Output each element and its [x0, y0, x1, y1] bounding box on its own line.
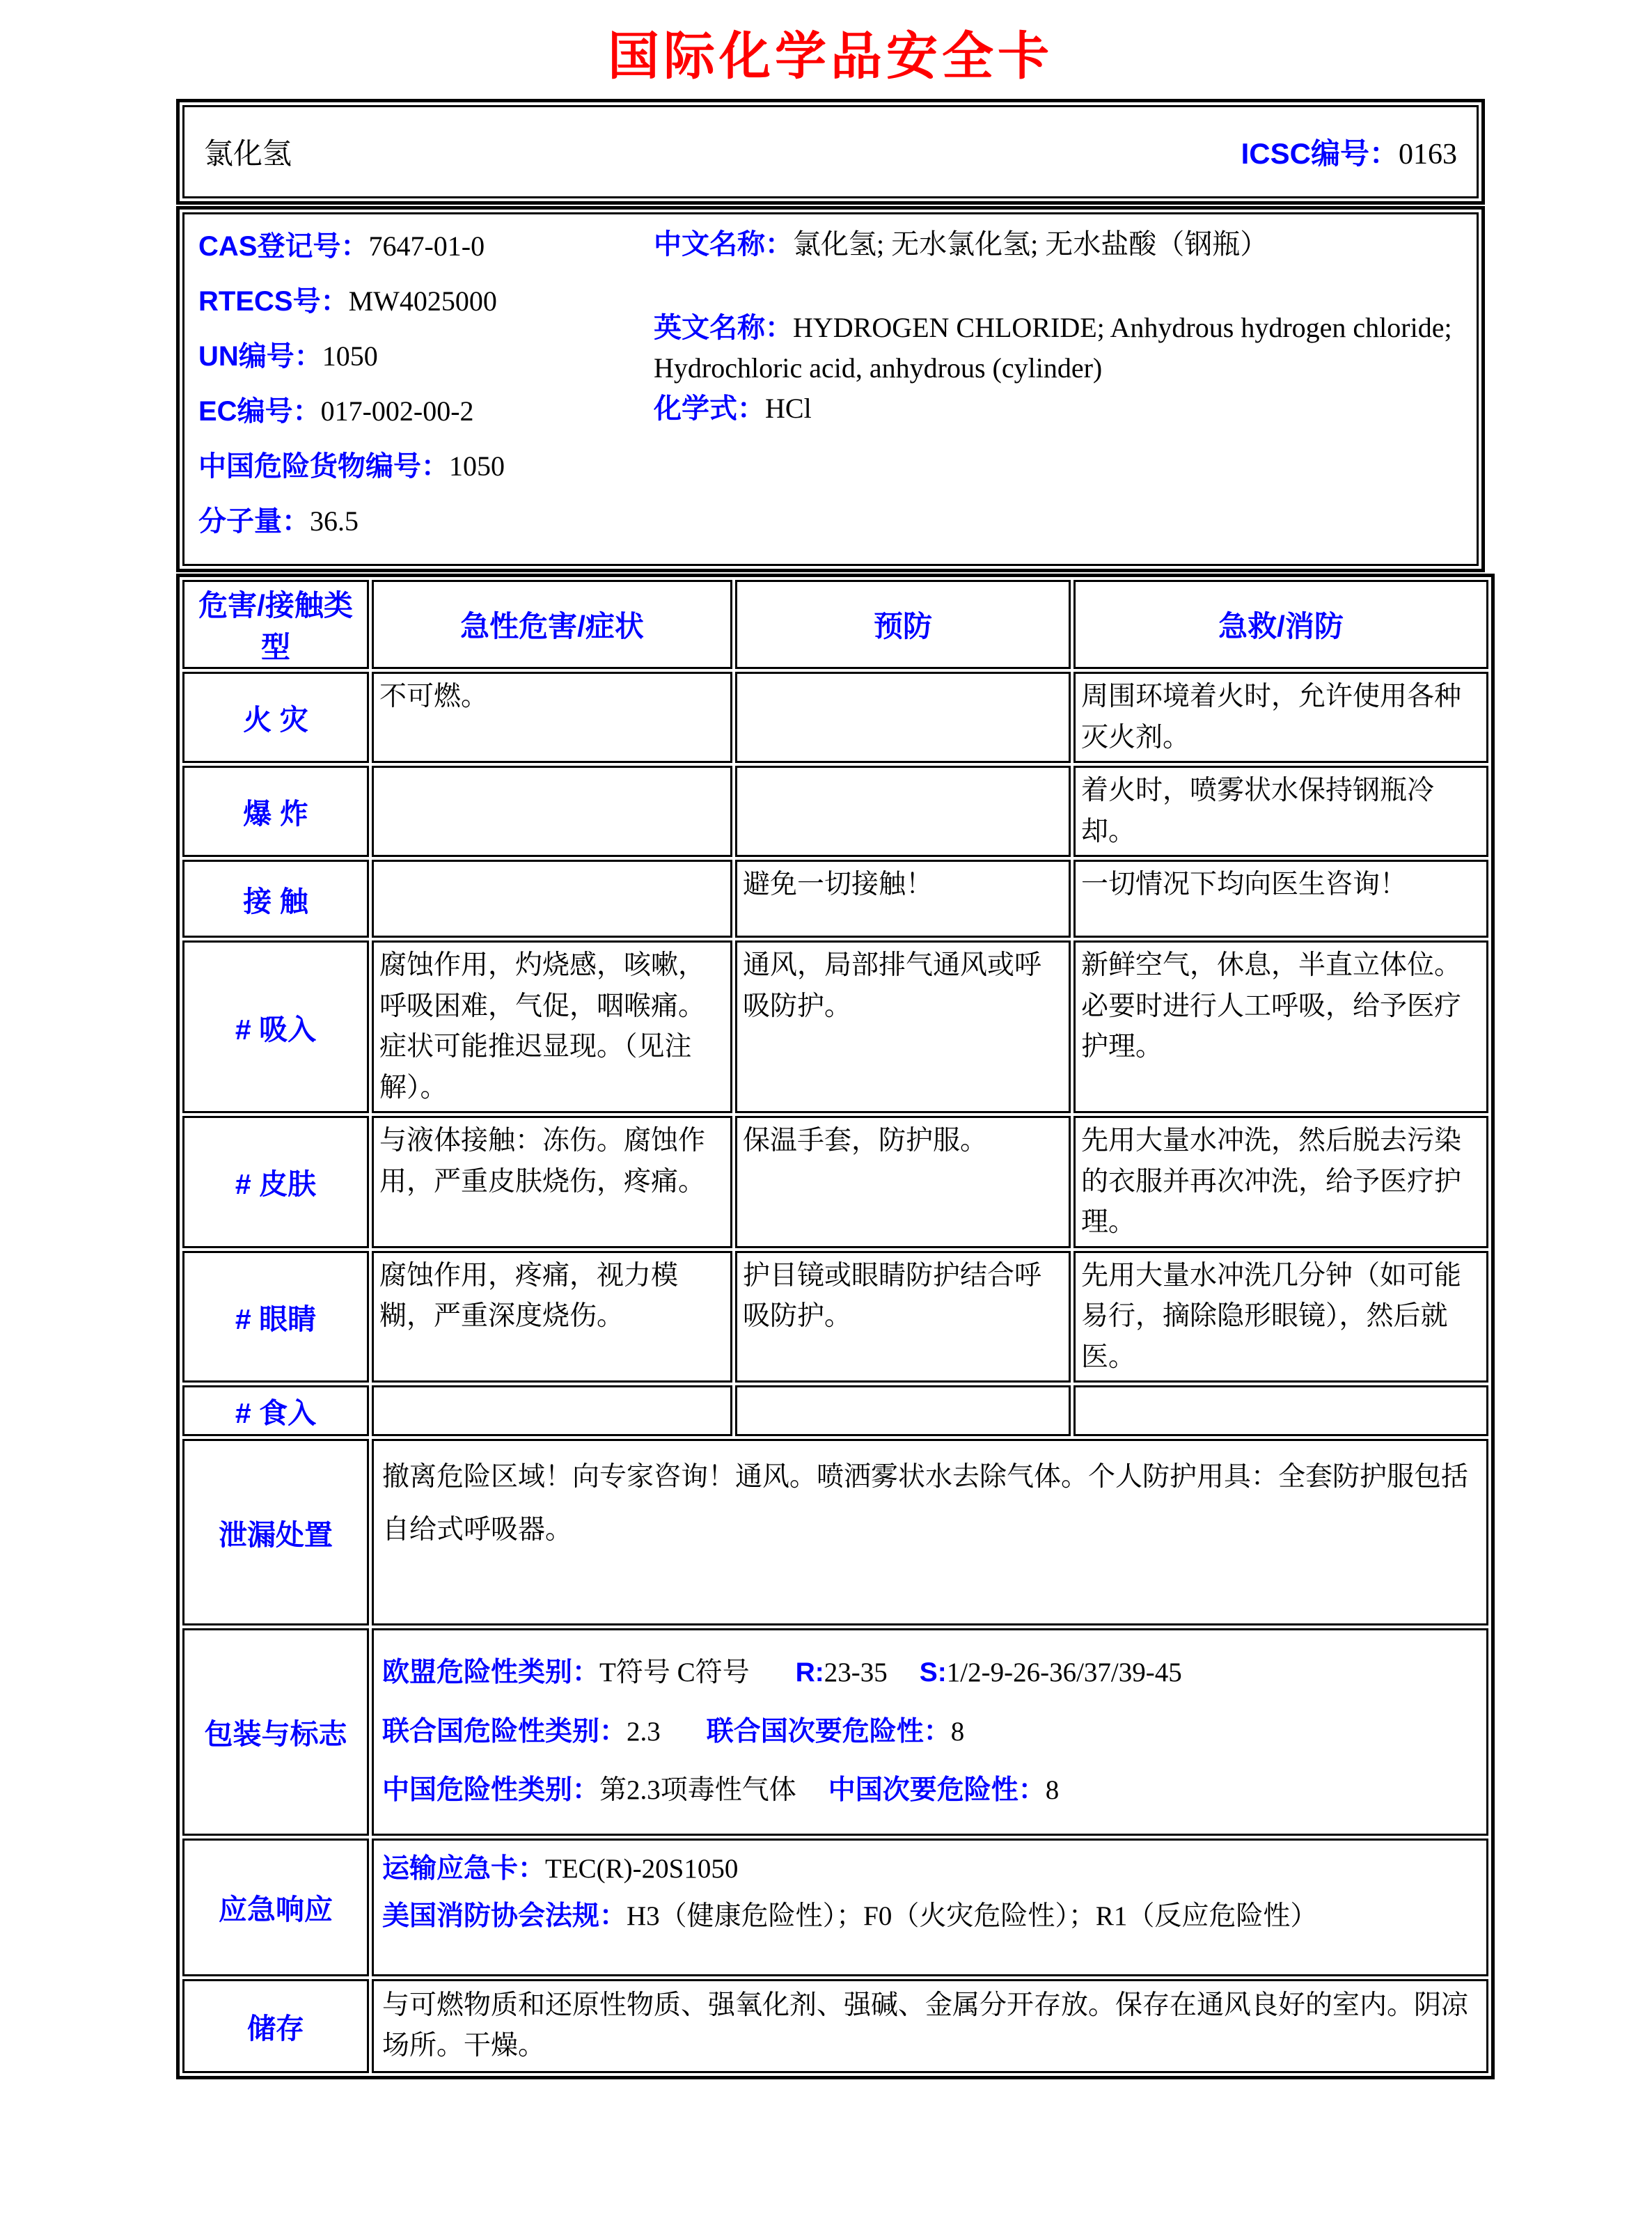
un-hazard-class: 联合国危险性类别：2.3 联合国次要危险性：8 — [382, 1716, 965, 1747]
chinese-name: 中文名称：氯化氢; 无水氯化氢; 无水盐酸（钢瓶） — [654, 228, 1268, 260]
transport-emergency-card: 运输应急卡：TEC(R)-20S1050 — [382, 1853, 739, 1884]
row-fire: 火 灾 不可燃。 周围环境着火时，允许使用各种灭火剂。 — [182, 672, 1488, 763]
row-spillage: 泄漏处置 撤离危险区域！向专家咨询！通风。喷洒雾状水去除气体。个人防护用具：全套防护服包括自给式呼吸器。 — [182, 1439, 1488, 1625]
explosion-prevention — [735, 766, 1071, 857]
un-number: UN编号：1050 — [198, 340, 378, 372]
skin-firstaid: 先用大量水冲洗，然后脱去污染的衣服并再次冲洗，给予医疗护理。 — [1073, 1116, 1488, 1248]
row-exposure: 接 触 避免一切接触！ 一切情况下均向医生咨询！ — [182, 860, 1488, 938]
exposure-symptoms — [372, 860, 732, 938]
header-hazard-type: 危害/接触类型 — [182, 580, 369, 669]
eyes-prevention: 护目镜或眼睛防护结合呼吸防护。 — [735, 1251, 1071, 1383]
skin-symptoms: 与液体接触：冻伤。腐蚀作用，严重皮肤烧伤，疼痛。 — [372, 1116, 732, 1248]
row-packaging: 包装与标志 欧盟危险性类别：T符号 C符号 R:23-35 S:1/2-9-26-36/37/39-45 联合国危险性类别：2.3 联合国次要危险性：8 中国危险性类别：第2.3项毒性气体 中国次要危险性：8 — [182, 1628, 1488, 1836]
skin-prevention: 保温手套，防护服。 — [735, 1116, 1071, 1248]
hazard-table — [176, 574, 1495, 2079]
row-inhalation: # 吸入 腐蚀作用，灼烧感，咳嗽，呼吸困难，气促，咽喉痛。症状可能推迟显现。（见注解）。 通风，局部排气通风或呼吸防护。 新鲜空气，休息，半直立体位。必要时进行人工呼吸，给予医疗护理。 — [182, 940, 1488, 1113]
identity-box — [176, 206, 1485, 572]
hazard-header-row — [182, 580, 1488, 669]
molecular-weight: 分子量：36.5 — [198, 505, 359, 537]
row-explosion: 爆 炸 着火时，喷雾状水保持钢瓶冷却。 — [182, 766, 1488, 857]
row-ingestion: # 食入 — [182, 1385, 1488, 1436]
icsc-number-value: 0163 — [1399, 139, 1457, 171]
rtecs-number: RTECS号：MW4025000 — [198, 285, 497, 317]
exposure-firstaid: 一切情况下均向医生咨询！ — [1073, 860, 1488, 938]
icsc-number-label: ICSC编号： — [1241, 137, 1399, 170]
name-list — [644, 224, 1463, 554]
spillage-content: 撤离危险区域！向专家咨询！通风。喷洒雾状水去除气体。个人防护用具：全套防护服包括自给式呼吸器。 — [372, 1439, 1488, 1625]
packaging-content — [372, 1628, 1488, 1836]
row-eyes: # 眼睛 腐蚀作用，疼痛，视力模糊，严重深度烧伤。 护目镜或眼睛防护结合呼吸防护。 先用大量水冲洗几分钟（如可能易行，摘除隐形眼镜），然后就医。 — [182, 1251, 1488, 1383]
row-storage: 储存 与可燃物质和还原性物质、强氧化剂、强碱、金属分开存放。保存在通风良好的室内。阴凉场所。干燥。 — [182, 1979, 1488, 2073]
card-header-box — [176, 99, 1485, 205]
ingestion-prevention — [735, 1385, 1071, 1436]
inhalation-symptoms: 腐蚀作用，灼烧感，咳嗽，呼吸困难，气促，咽喉痛。症状可能推迟显现。（见注解）。 — [372, 940, 732, 1113]
fire-firefighting: 周围环境着火时，允许使用各种灭火剂。 — [1073, 672, 1488, 763]
explosion-symptoms — [372, 766, 732, 857]
cn-hazard-class: 中国危险性类别：第2.3项毒性气体 中国次要危险性：8 — [382, 1775, 1060, 1805]
header-first-aid: 急救/消防 — [1073, 580, 1488, 669]
english-name: 英文名称：HYDROGEN CHLORIDE; Anhydrous hydrogen chloride; Hydrochloric acid, anhydrous (cylinder) — [654, 312, 1452, 384]
ingestion-symptoms — [372, 1385, 732, 1436]
icsc-number — [1241, 131, 1457, 173]
emergency-content — [372, 1839, 1488, 1976]
eu-hazard-class: 欧盟危险性类别：T符号 C符号 R:23-35 S:1/2-9-26-36/37/39-45 — [382, 1658, 1182, 1687]
exposure-prevention: 避免一切接触！ — [735, 860, 1071, 938]
page-title: 国际化学品安全卡 — [608, 27, 1053, 85]
explosion-firefighting: 着火时，喷雾状水保持钢瓶冷却。 — [1073, 766, 1488, 857]
storage-content: 与可燃物质和还原性物质、强氧化剂、强碱、金属分开存放。保存在通风良好的室内。阴凉场所。干燥。 — [372, 1979, 1488, 2073]
inhalation-prevention: 通风，局部排气通风或呼吸防护。 — [735, 940, 1071, 1113]
ingestion-firstaid — [1073, 1385, 1488, 1436]
chemical-name: 氯化氢 — [204, 139, 292, 171]
document-content — [176, 0, 1485, 2079]
eyes-firstaid: 先用大量水冲洗几分钟（如可能易行，摘除隐形眼镜），然后就医。 — [1073, 1251, 1488, 1383]
china-dg-number: 中国危险货物编号：1050 — [198, 450, 505, 482]
header-acute-hazards: 急性危害/症状 — [372, 580, 732, 669]
eyes-symptoms: 腐蚀作用，疼痛，视力模糊，严重深度烧伤。 — [372, 1251, 732, 1383]
row-emergency: 应急响应 运输应急卡：TEC(R)-20S1050 美国消防协会法规：H3（健康危险性）；F0（火灾危险性）；R1（反应危险性） — [182, 1839, 1488, 1976]
inhalation-firstaid: 新鲜空气，休息，半直立体位。必要时进行人工呼吸，给予医疗护理。 — [1073, 940, 1488, 1113]
chemical-formula: 化学式：HCl — [654, 393, 812, 424]
cas-number: CAS登记号：7647-01-0 — [198, 230, 485, 262]
row-skin: # 皮肤 与液体接触：冻伤。腐蚀作用，严重皮肤烧伤，疼痛。 保温手套，防护服。 先用大量水冲洗，然后脱去污染的衣服并再次冲洗，给予医疗护理。 — [182, 1116, 1488, 1248]
nfpa-code: 美国消防协会法规：H3（健康危险性）；F0（火灾危险性）；R1（反应危险性） — [382, 1901, 1318, 1931]
fire-symptoms: 不可燃。 — [372, 672, 732, 763]
identifier-list — [198, 224, 644, 554]
ec-number: EC编号：017-002-00-2 — [198, 395, 474, 427]
header-prevention: 预防 — [735, 580, 1071, 669]
fire-prevention — [735, 672, 1071, 763]
